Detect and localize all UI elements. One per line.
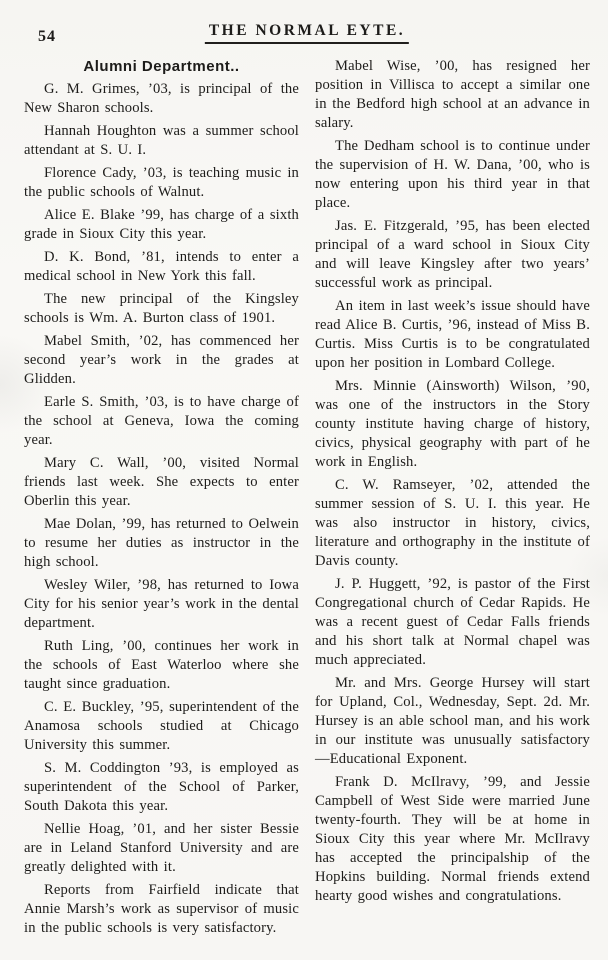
right-column <box>315 56 590 942</box>
masthead <box>24 22 590 56</box>
alumni-note: Mrs. Minnie (Ainsworth) Wilson, ’90, was one of the instructors in the Story county institute having charge of history, civics, physical geography with part of he work in English. <box>315 378 590 470</box>
alumni-note: Wesley Wiler, ’98, has returned to Iowa City for his senior year’s work in the dental department. <box>24 577 299 631</box>
two-column-layout <box>24 56 590 942</box>
alumni-note: C. W. Ramseyer, ’02, attended the summer session of S. U. I. this year. He was also instructor in history, civics, literature and orthography in the institute of Davis county. <box>315 477 590 569</box>
alumni-note: Jas. E. Fitzgerald, ’95, has been elected principal of a ward school in Sioux City and will leave Kingsley after two years’ successful work as principal. <box>315 218 590 291</box>
alumni-note: Frank D. McIlravy, ’99, and Jessie Campbell of West Side were married June twenty-fourth. They will be at home in Sioux City this year where Mr. McIlravy has accepted the principalship of the Hopkins building. Normal friends extend hearty good wishes and congratulations. <box>315 774 590 904</box>
alumni-note: Earle S. Smith, ’03, is to have charge of the school at Geneva, Iowa the coming year. <box>24 394 299 448</box>
alumni-note: J. P. Huggett, ’92, is pastor of the First Congregational church of Cedar Rapids. He was a recent guest of Cedar Falls friends and his short talk at Normal chapel was much appreciated. <box>315 576 590 668</box>
alumni-note: The Dedham school is to continue under the supervision of H. W. Dana, ’00, who is now entering upon his third year in that place. <box>315 138 590 211</box>
alumni-note: Mabel Smith, ’02, has commenced her second year’s work in the grades at Glidden. <box>24 333 299 387</box>
alumni-note: An item in last week’s issue should have read Alice B. Curtis, ’96, instead of Miss B. Curtis. Miss Curtis is to be congratulated upon her position in Lombard College. <box>315 298 590 371</box>
alumni-note: Nellie Hoag, ’01, and her sister Bessie are in Leland Stanford University and are greatly delighted with it. <box>24 821 299 875</box>
alumni-note: Mr. and Mrs. George Hursey will start for Upland, Col., Wednesday, Sept. 2d. Mr. Hursey is an able school man, and his work in our institute was unusually satisfactory —Educational Exponent. <box>315 675 590 767</box>
alumni-note: Reports from Fairfield indicate that Annie Marsh’s work as supervisor of music in the public schools is very satisfactory. <box>24 882 299 936</box>
alumni-note: The new principal of the Kingsley schools is Wm. A. Burton class of 1901. <box>24 291 299 326</box>
alumni-note: Alice E. Blake ’99, has charge of a sixth grade in Sioux City this year. <box>24 207 299 242</box>
alumni-note: Mae Dolan, ’99, has returned to Oelwein to resume her duties as instructor in the high school. <box>24 516 299 570</box>
alumni-note: Mabel Wise, ’00, has resigned her position in Villisca to accept a similar one in the Bedford high school at an advance in salary. <box>315 58 590 131</box>
section-heading-alumni-department: Alumni Department.. <box>83 58 240 75</box>
alumni-note: Ruth Ling, ’00, continues her work in the schools of East Waterloo where she taught since graduation. <box>24 638 299 692</box>
alumni-note: G. M. Grimes, ’03, is principal of the New Sharon schools. <box>24 81 299 116</box>
alumni-note: Florence Cady, ’03, is teaching music in the public schools of Walnut. <box>24 165 299 200</box>
journal-title: THE NORMAL EYTE. <box>205 22 409 44</box>
alumni-note: C. E. Buckley, ’95, superintendent of the Anamosa schools studied at Chicago University this summer. <box>24 699 299 753</box>
alumni-note: S. M. Coddington ’93, is employed as superintendent of the School of Parker, South Dakota this year. <box>24 760 299 814</box>
page-number: 54 <box>38 28 56 45</box>
alumni-note: Mary C. Wall, ’00, visited Normal friends last week. She expects to enter Oberlin this year. <box>24 455 299 509</box>
alumni-note: D. K. Bond, ’81, intends to enter a medical school in New York this fall. <box>24 249 299 284</box>
left-column <box>24 56 299 942</box>
alumni-note: Hannah Houghton was a summer school attendant at S. U. I. <box>24 123 299 158</box>
